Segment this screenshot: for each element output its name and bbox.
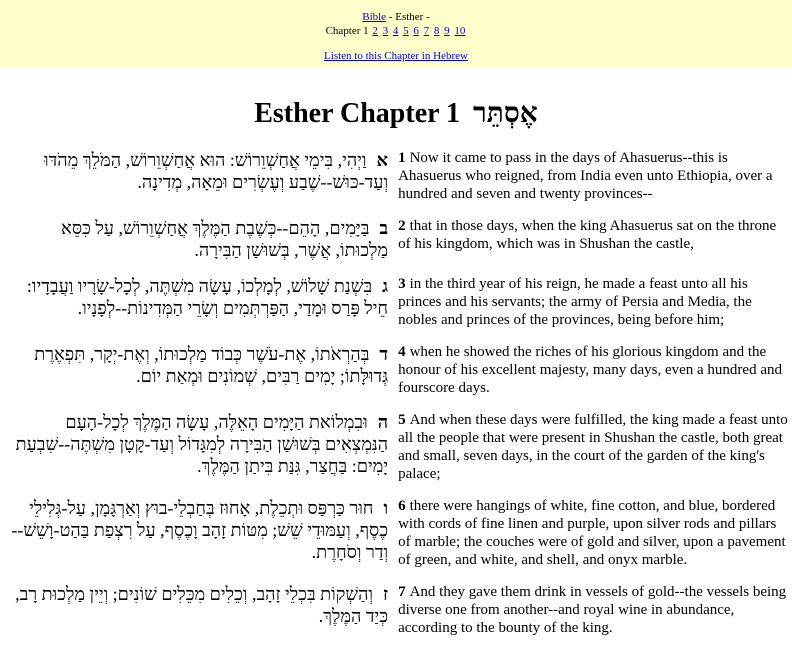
hebrew-verse <box>10 275 394 343</box>
hebrew-verse-text: בַּיָּמִים, הָהֵם--כְּשֶׁבֶת הַמֶּלֶךְ אֲחַשְׁוֵרוֹשׁ, עַל כִּסֵּא מַלְכוּתוֹ, אֲשֶׁר, בְּשׁוּשַׁן הַבִּירָה. <box>61 218 389 260</box>
english-verse-text: that in those days, when the king Ahasuerus sat on the throne of his kingdom, which was in Shushan the castle, <box>398 218 777 252</box>
english-verse-number: 1 <box>398 150 406 166</box>
english-verse-text: when he showed the riches of his glorious kingdom and the honour of his excellent majesty, many days, even a hundred and fourscore days. <box>398 344 782 396</box>
english-verse <box>394 497 792 583</box>
breadcrumb <box>0 10 792 24</box>
english-verse <box>394 149 792 217</box>
hebrew-verse-text: בְּהַרְאֹתוֹ, אֶת-עֹשֶׁר כְּבוֹד מַלְכוּתוֹ, וְאֶת-יְקָר, תִּפְאֶרֶת גְּדוּלָּתוֹ; יָמִים רַבִּים, שְׁמוֹנִים וּמְאַת יוֹם. <box>34 344 389 386</box>
english-verse-text: And they gave them drink in vessels of gold--the vessels being diverse one from another--and royal wine in abundance, according to the bounty of the king. <box>398 584 787 636</box>
english-verse-text: And when these days were fulfilled, the king made a feast unto all the people that were present in Shushan the castle, both great and small, seven days, in the court of the garden of the king's palace; <box>398 412 788 482</box>
chapter-link-8[interactable]: 8 <box>433 25 440 37</box>
verse-row <box>10 149 792 217</box>
hebrew-verse-text: בִּשְׁנַת שָׁלוֹשׁ, לְמָלְכוֹ, עָשָׂה מִשְׁתֶּה, לְכָל-שָׂרָיו וַעֲבָדָיו: חֵיל פָּרַס וּמָדַי, הַפַּרְתְּמִים וְשָׂרֵי הַמְּדִינוֹת--לְפָנָיו. <box>26 276 389 318</box>
hebrew-verse <box>10 343 394 411</box>
english-verse-number: 3 <box>398 276 406 292</box>
page-title <box>0 98 792 130</box>
verse-row <box>10 275 792 343</box>
hebrew-verse-text: וּבִמְלוֹאת הַיָּמִים הָאֵלֶּה, עָשָׂה הַמֶּלֶךְ לְכָל-הָעָם הַנִּמְצְאִים בְּשׁוּשַׁן הַבִּירָה לְמִגָּדוֹל וְעַד-קָטָן מִשְׁתֶּה--שִׁבְעַת יָמִים: בַּחֲצַר, גִּנַּת בִּיתַן הַמֶּלֶךְ. <box>15 412 389 476</box>
navigation-bar <box>0 0 792 68</box>
verse-row <box>10 583 792 651</box>
hebrew-verse-number: ו <box>383 498 389 518</box>
bible-link[interactable]: Bible <box>362 11 387 23</box>
chapter-link-6[interactable]: 6 <box>413 25 419 37</box>
english-verse <box>394 411 792 497</box>
english-verse-number: 6 <box>398 498 406 514</box>
hebrew-verse-text: וַיְהִי, בִּימֵי אֲחַשְׁוֵרוֹשׁ: הוּא אֲחַשְׁוֵרוֹשׁ, הַמֹּלֵךְ מֵהֹדּוּ וְעַד-כּוּשׁ--שֶׁבַע וְעֶשְׂרִים וּמֵאָה, מְדִינָה. <box>44 150 389 192</box>
chapter-link-7[interactable]: 7 <box>423 25 430 37</box>
book-label: - Esther - <box>386 11 430 23</box>
hebrew-verse-text: חוּר כַּרְפַּס וּתְכֵלֶת, אָחוּז בְּחַבְלֵי-בוּץ וְאַרְגָּמָן, עַל-גְּלִילֵי כֶסֶף, וְעַמּוּדֵי שֵׁשׁ; מִטּוֹת זָהָב וָכֶסֶף, עַל רִצְפַת בַּהַט-וָשֵׁשׁ--וְדַר וְסֹחָרֶת. <box>11 498 389 562</box>
english-verse-text: in the third year of his reign, he made a feast unto all his princes and his servants; the army of Persia and Media, the nobles and princes of the provinces, being before him; <box>398 276 752 328</box>
listen-hebrew-link[interactable]: Listen to this Chapter in Hebrew <box>324 50 468 62</box>
verse-row <box>10 411 792 497</box>
hebrew-verse-number: ז <box>383 584 389 604</box>
chapter-link-10[interactable]: 10 <box>454 25 466 37</box>
hebrew-verse-text: וְהַשְׁקוֹת בִּכְלֵי זָהָב, וְכֵלִים מִכֵּלִים שׁוֹנִים; וְיֵין מַלְכוּת רָב, כְּיַד הַמֶּלֶךְ. <box>15 584 389 626</box>
chapter-link-4[interactable]: 4 <box>392 25 399 37</box>
verse-row <box>10 497 792 583</box>
chapter-link-3[interactable]: 3 <box>382 25 389 37</box>
hebrew-verse <box>10 217 394 275</box>
hebrew-verse <box>10 149 394 217</box>
english-verse-number: 7 <box>398 584 406 600</box>
english-verse-number: 2 <box>398 218 406 234</box>
hebrew-verse <box>10 411 394 497</box>
verses-table <box>10 149 792 651</box>
hebrew-verse-number: ה <box>377 412 389 432</box>
chapter-link-5[interactable]: 5 <box>403 25 409 37</box>
english-verse <box>394 275 792 343</box>
hebrew-verse <box>10 583 394 651</box>
current-chapter-label: Chapter 1 <box>325 25 369 37</box>
hebrew-verse-number: ב <box>379 218 389 238</box>
hebrew-verse <box>10 497 394 583</box>
verse-row <box>10 343 792 411</box>
chapter-link-9[interactable]: 9 <box>444 25 450 37</box>
title-hebrew: אֶסְתֵּר <box>473 98 538 129</box>
english-verse-text: there were hangings of white, fine cotton, and blue, bordered with cords of fine linen and purple, upon silver rods and pillars of marble; the couches were of gold and silver, upon a pavement of green, and white, and shell, and onyx marble. <box>398 498 786 568</box>
english-verse <box>394 583 792 651</box>
english-verse-number: 5 <box>398 412 406 428</box>
chapter-link-2[interactable]: 2 <box>372 25 378 37</box>
english-verse <box>394 343 792 411</box>
chapter-nav <box>0 24 792 38</box>
hebrew-verse-number: ג <box>382 276 389 296</box>
title-english: Esther Chapter 1 <box>254 98 461 129</box>
english-verse-number: 4 <box>398 344 406 360</box>
hebrew-verse-number: ד <box>379 344 389 364</box>
english-verse <box>394 217 792 275</box>
verse-row <box>10 217 792 275</box>
hebrew-verse-number: א <box>376 150 389 170</box>
english-verse-text: Now it came to pass in the days of Ahasuerus--this is Ahasuerus who reigned, from India even unto Ethiopia, over a hundred and seven and twenty provinces-- <box>398 150 773 202</box>
